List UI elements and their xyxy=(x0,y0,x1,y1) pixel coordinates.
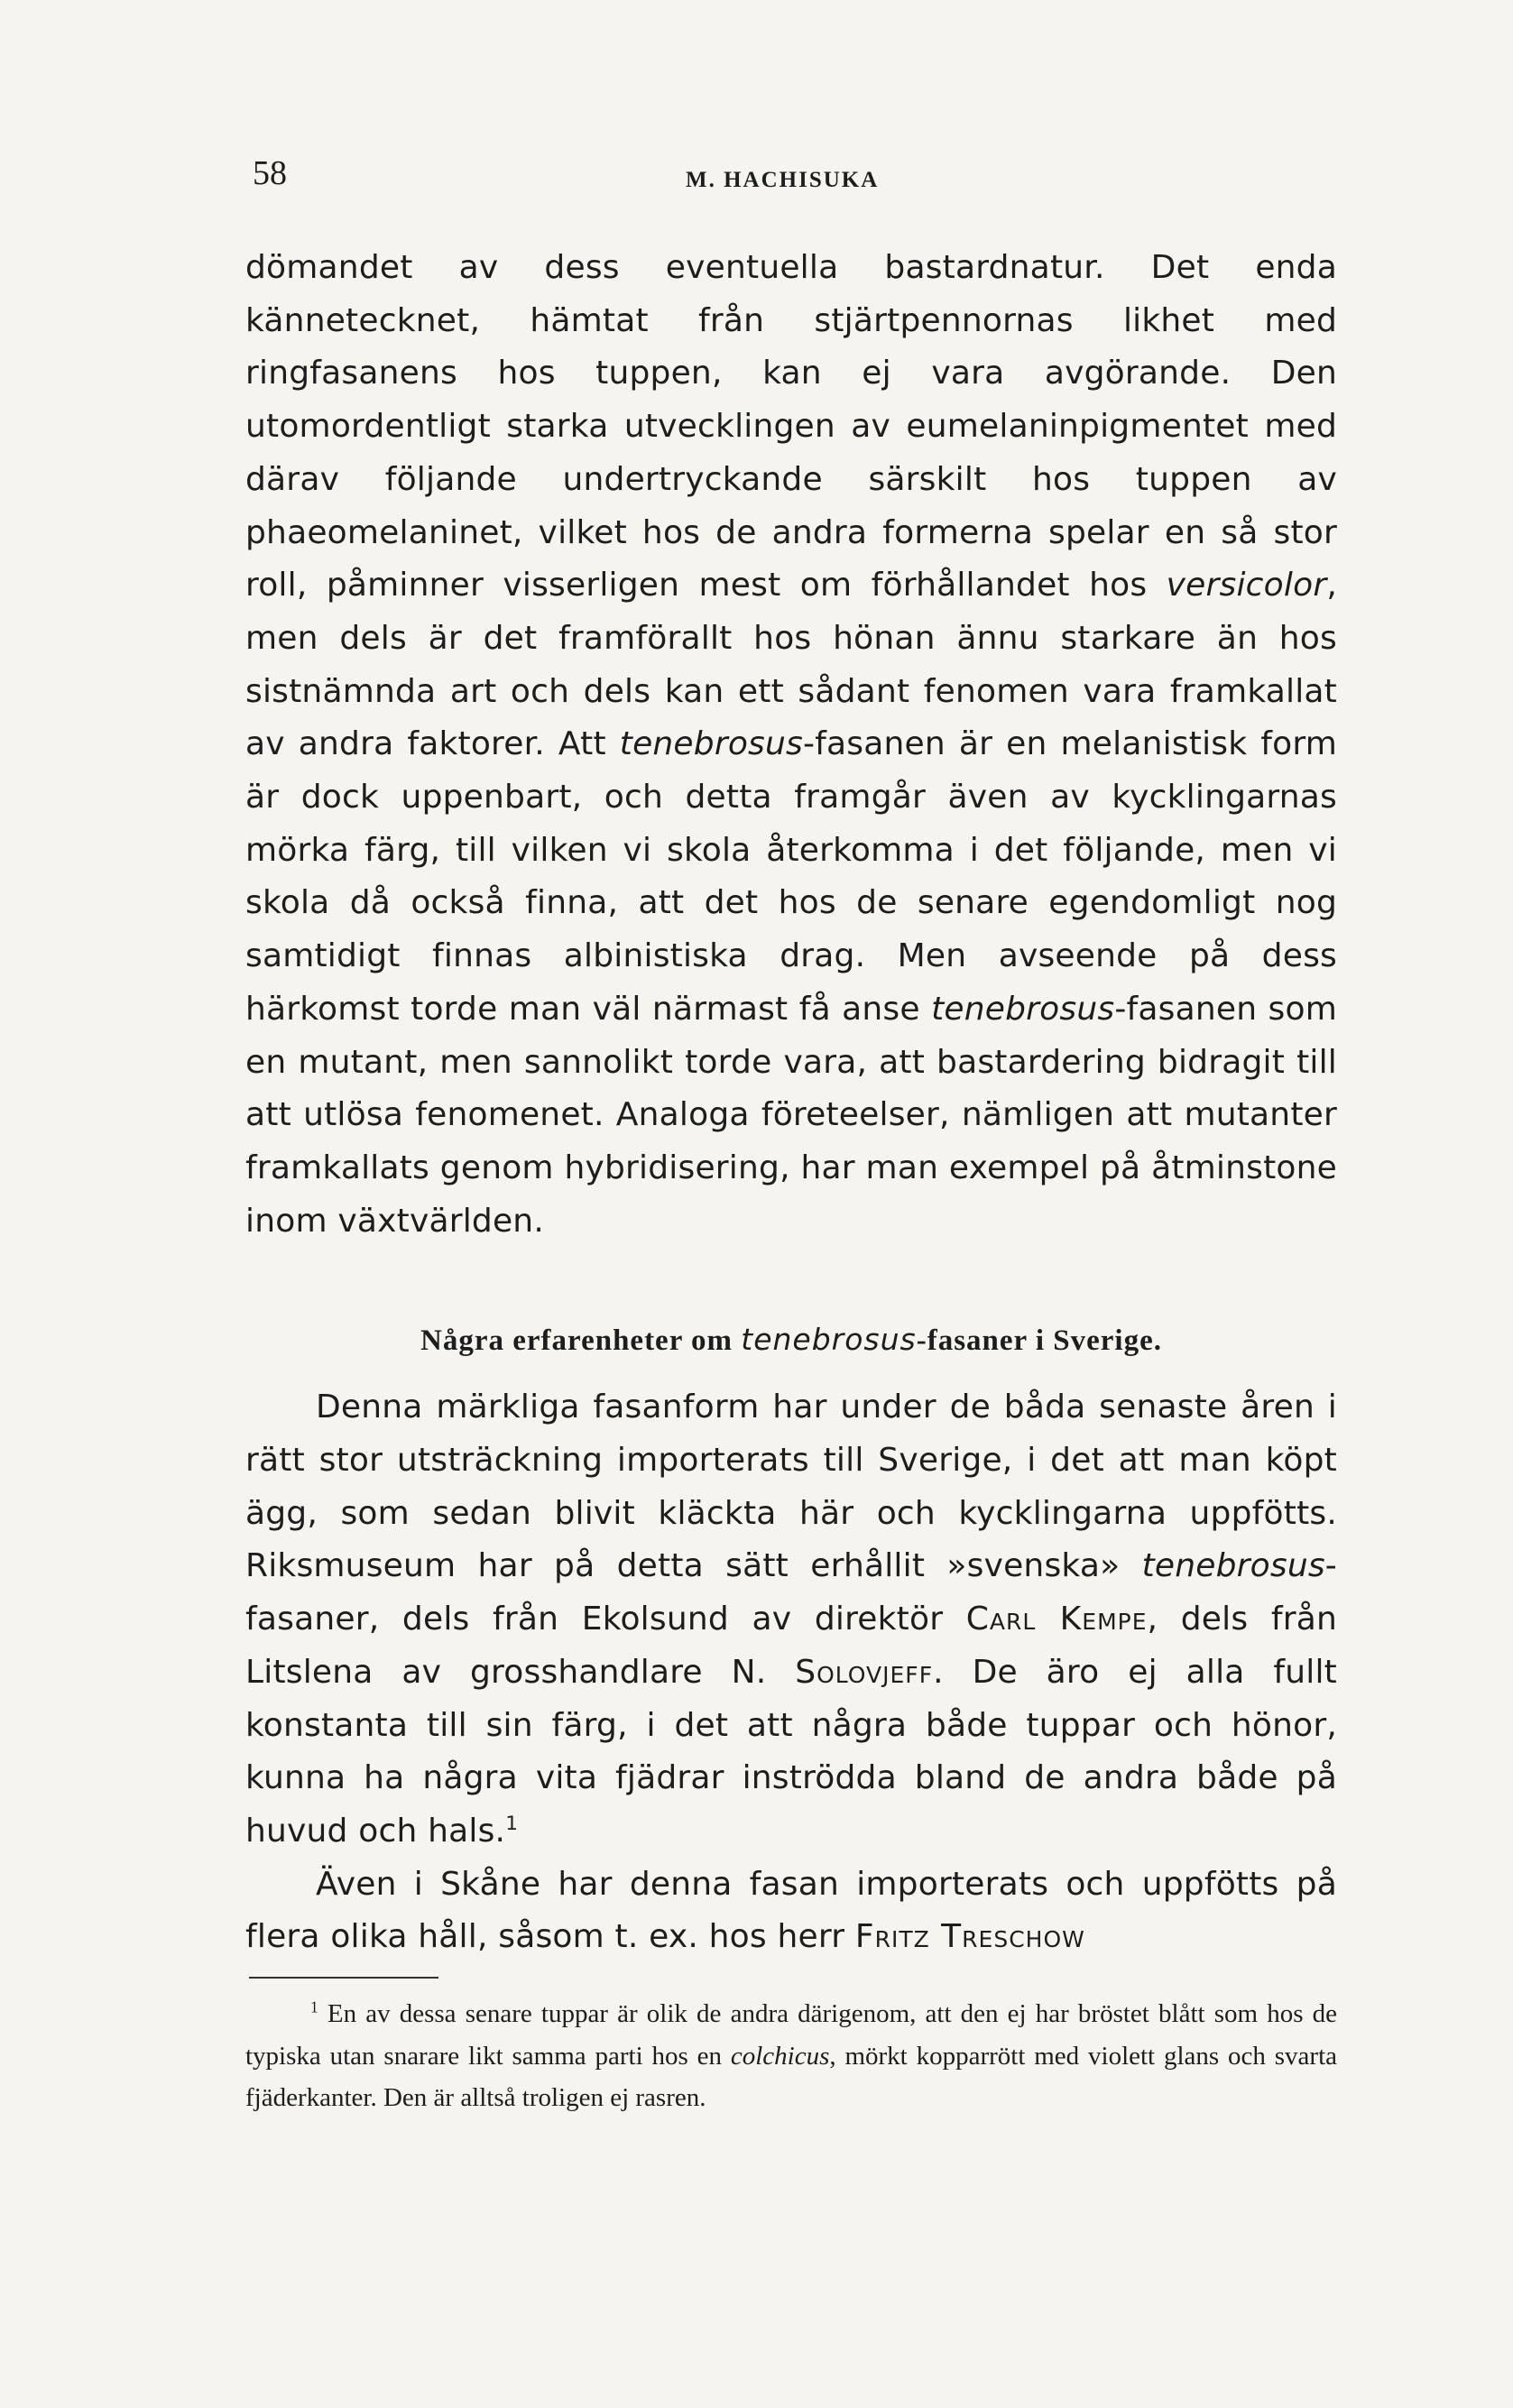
running-head xyxy=(245,153,1337,208)
paragraph-skane xyxy=(245,1859,1337,1964)
footnote-rule xyxy=(249,1977,438,1979)
person-name: Solovjeff xyxy=(795,1653,934,1691)
species-name: colchicus xyxy=(730,2041,830,2071)
footnote-reference: 1 xyxy=(505,1812,519,1835)
document-page xyxy=(245,153,1337,2119)
text-run: Denna märkliga fasanform har under de båda senaste åren i rätt stor utsträckning importerats till Sverige, i det att man köpt ägg, som sedan blivit kläckta här och kycklingarna uppfötts. Riksmuseum har på detta sätt erhållit »svenska» xyxy=(245,1389,1337,1585)
text-run: -fasanen är en melanistisk form är dock uppenbart, och detta framgår även av kycklingarnas mörka färg, till vilken vi skola återkomma i det följande, men vi skola då också finna, att det hos de senare egendomligt nog samtidigt finnas albinistiska drag. Men avseende på dess härkomst torde man väl närmast få anse xyxy=(245,725,1337,1028)
text-run: , men dels är det framförallt hos hönan ännu starkare än hos sistnämnda art och dels kan ett sådant fenomen vara framkallat av andra faktorer. Att xyxy=(245,567,1337,763)
heading-species-name: tenebrosus xyxy=(741,1322,917,1358)
text-run: Även i Skåne har denna fasan importerats och uppfötts på flera olika håll, såsom t. ex. hos herr xyxy=(245,1865,1337,1956)
page-number: 58 xyxy=(253,154,287,192)
species-name: tenebrosus xyxy=(619,725,803,763)
person-name: Carl Kempe xyxy=(965,1601,1148,1638)
paragraph-import-sweden xyxy=(245,1381,1337,1858)
species-name: tenebrosus xyxy=(931,990,1115,1028)
species-name: versicolor xyxy=(1166,567,1327,604)
paragraph-bastard-nature xyxy=(245,242,1337,1248)
heading-text: -fasaner i Sverige. xyxy=(916,1324,1162,1358)
footnote-mark: 1 xyxy=(310,1997,318,2016)
running-head-author: M. HACHISUKA xyxy=(686,168,880,192)
person-name: Fritz Treschow xyxy=(854,1918,1085,1956)
text-run: -fasanen som en mutant, men sannolikt torde vara, att bastardering bidragit till att utlösa fenomenet. Analoga företeelser, nämligen att mutanter framkallats genom hybridisering, har man exempel på åtminstone inom växtvärlden. xyxy=(245,990,1338,1240)
text-run: . De äro ej alla fullt konstanta till sin färg, i det att några både tuppar och hönor, kunna ha några vita fjädrar inströdda bland de andra både på huvud och hals. xyxy=(245,1653,1337,1850)
text-run: -fasaner, dels från Ekolsund av direktör xyxy=(245,1547,1337,1638)
footnote xyxy=(245,1993,1337,2119)
body-text-section xyxy=(245,1381,1337,1964)
section-heading xyxy=(245,1322,1337,1358)
body-text xyxy=(245,242,1337,1248)
text-run: , mörkt kopparrött med violett glans och svarta fjäderkanter. Den är alltså troligen ej rasren. xyxy=(245,2041,1337,2113)
text-run: , dels från Litslena av grosshandlare N. xyxy=(245,1601,1338,1691)
text-run: dömandet av dess eventuella bastardnatur. Det enda kännetecknet, hämtat från stjärtpennornas likhet med ringfasanens hos tuppen, kan ej vara avgörande. Den utomordentligt starka utvecklingen av eumelaninpigmentet med därav följande undertryckande särskilt hos tuppen av phaeomelaninet, vilket hos de andra formerna spelar en så stor roll, påminner visserligen mest om förhållandet hos xyxy=(245,249,1337,604)
species-name: tenebrosus xyxy=(1141,1547,1325,1585)
heading-text: Några erfarenheter om xyxy=(420,1324,742,1358)
text-run: En av dessa senare tuppar är olik de andra därigenom, att den ej har bröstet blått som hos de typiska utan snarare likt samma parti hos en xyxy=(245,1999,1337,2071)
